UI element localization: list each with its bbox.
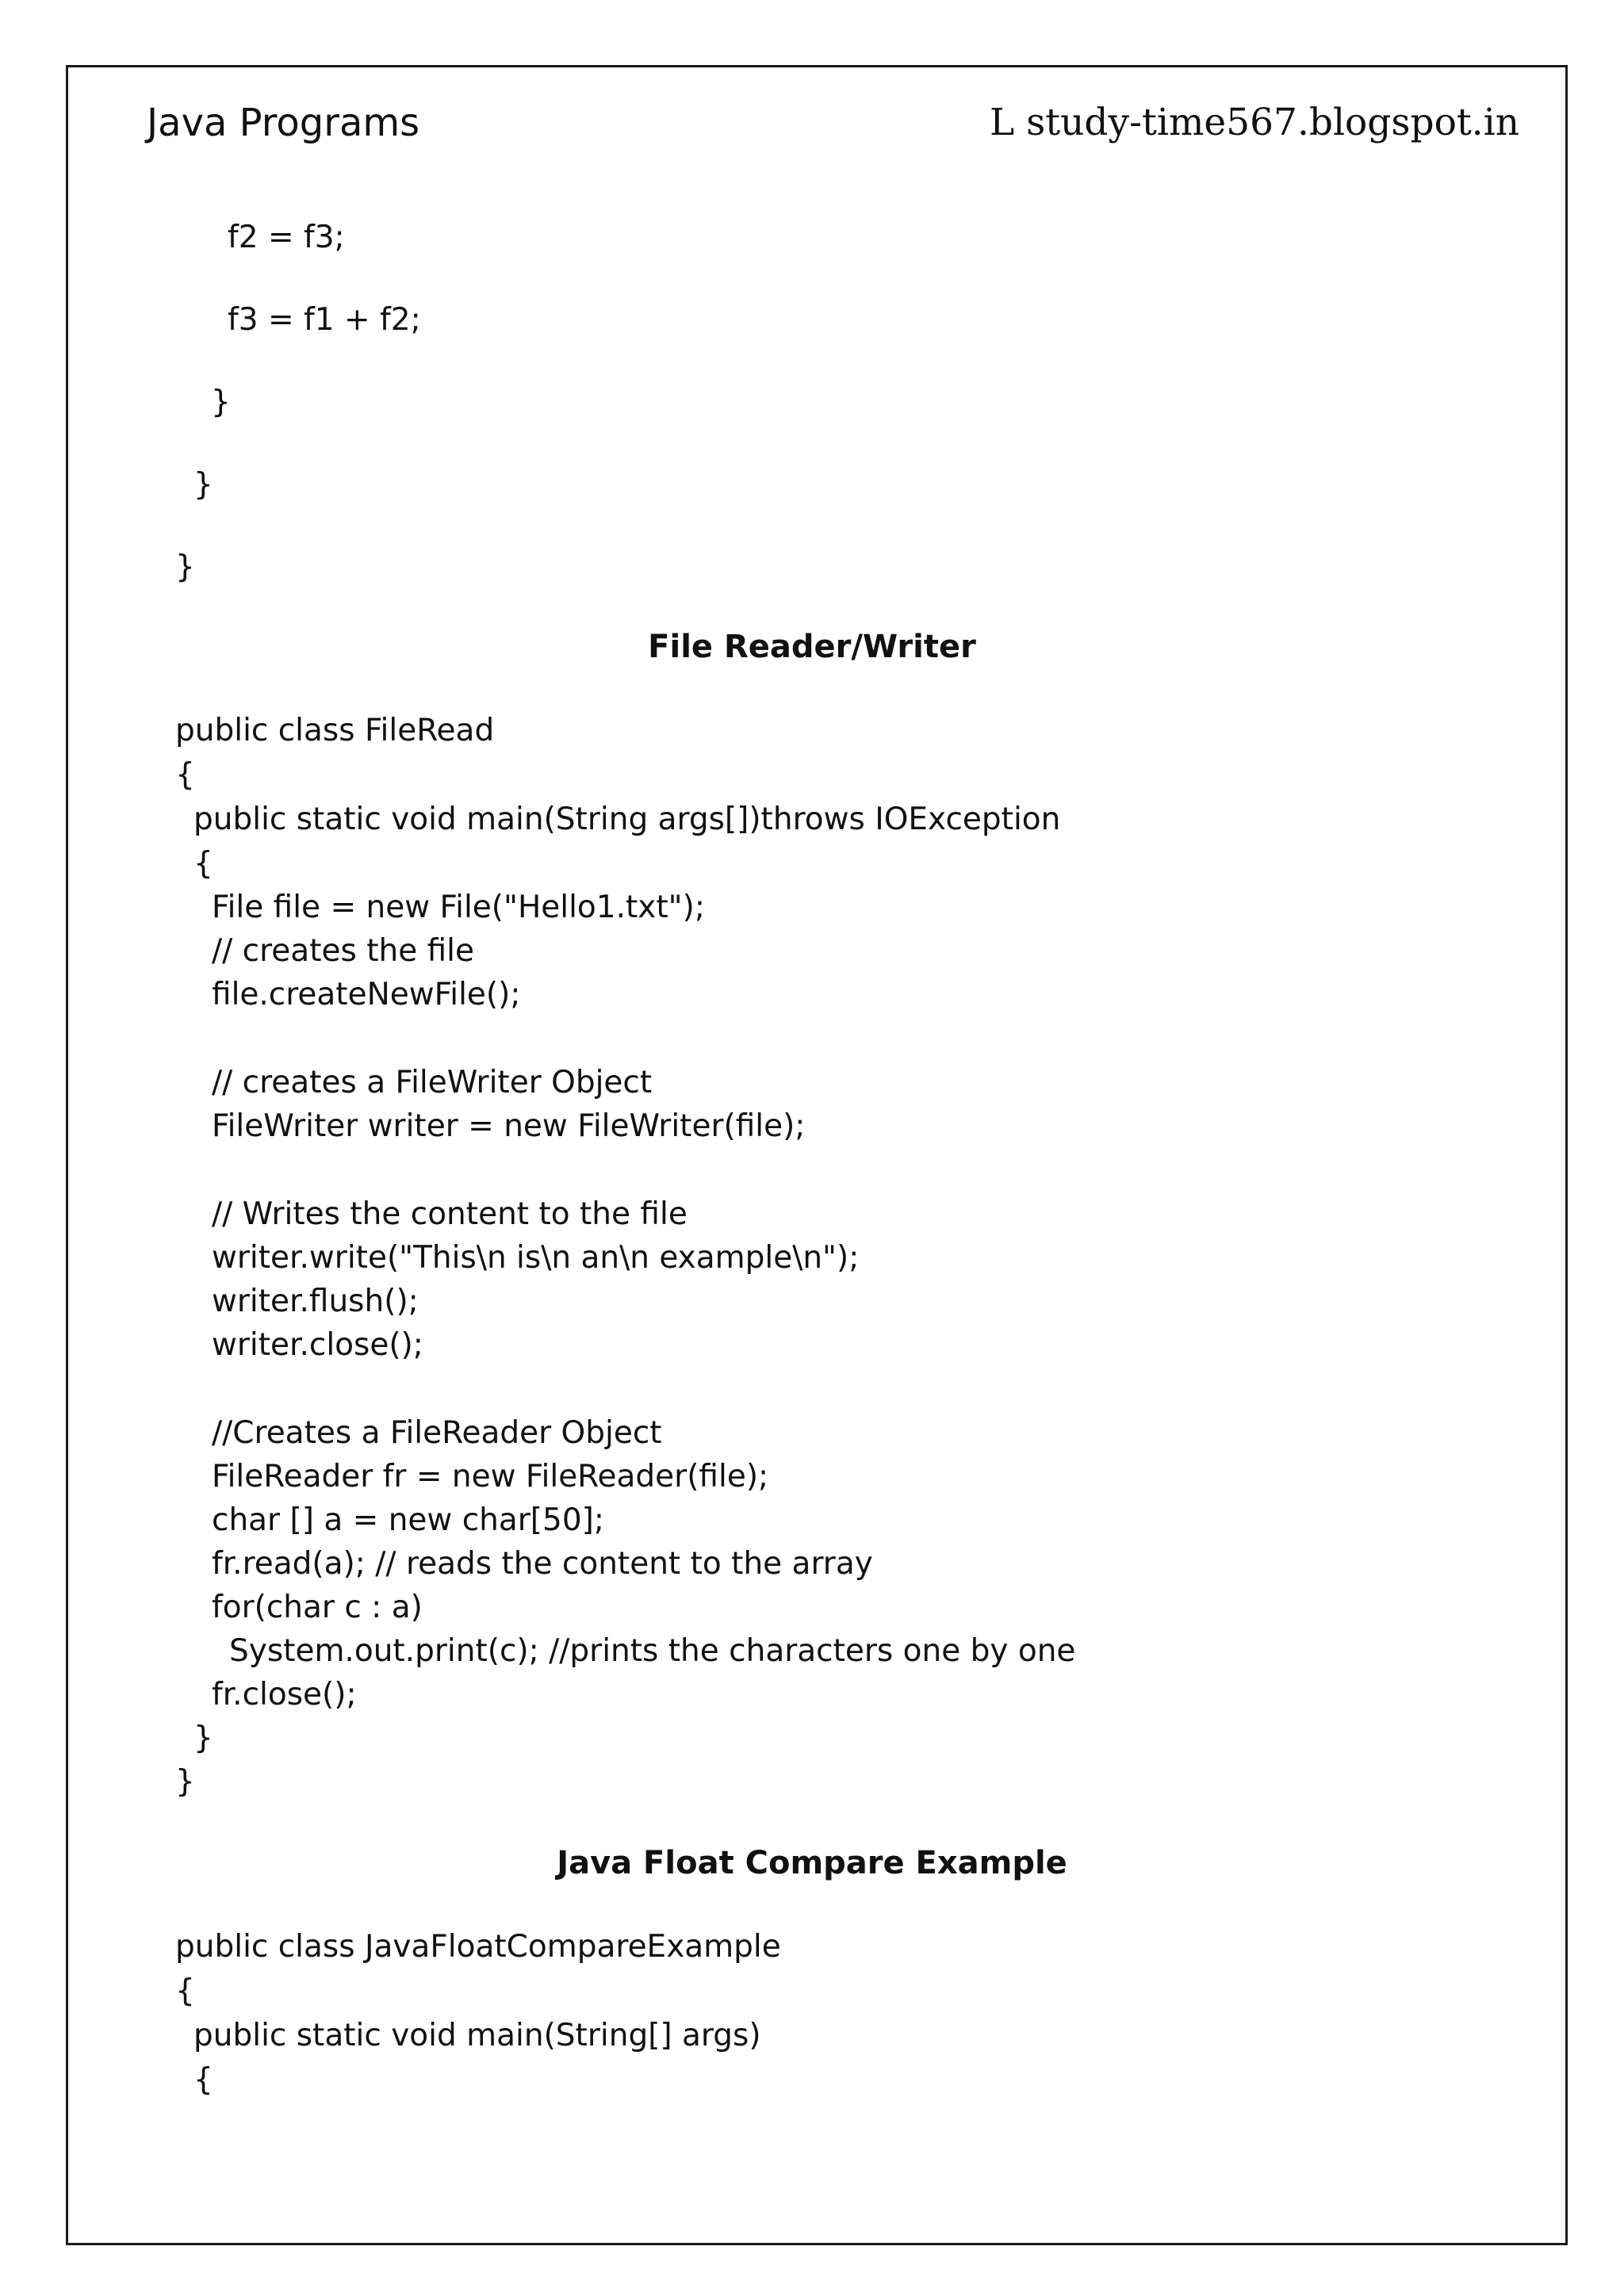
- code-line: public class FileRead: [175, 713, 495, 748]
- code-line: {: [193, 846, 213, 882]
- code-line: public static void main(String[] args): [193, 2018, 761, 2053]
- code-line: f3 = f1 + f2;: [228, 302, 421, 338]
- code-line: public static void main(String args[])throws IOException: [193, 802, 1061, 837]
- code-line: file.createNewFile();: [212, 977, 521, 1012]
- header-site-url: L study-time567.blogspot.in: [990, 101, 1520, 144]
- section-title-file-reader-writer: File Reader/Writer: [648, 629, 976, 665]
- code-line: }: [175, 549, 195, 585]
- code-line: {: [175, 1973, 195, 2009]
- code-line: writer.write("This\n is\n an\n example\n");: [212, 1240, 860, 1276]
- code-line: FileWriter writer = new FileWriter(file);: [212, 1108, 806, 1144]
- section-title-java-float-compare: Java Float Compare Example: [557, 1845, 1067, 1881]
- code-line: }: [175, 1764, 195, 1800]
- code-line: writer.flush();: [212, 1284, 419, 1319]
- code-line: char [] a = new char[50];: [212, 1502, 604, 1538]
- code-line: //Creates a FileReader Object: [212, 1415, 662, 1451]
- page-border: [66, 65, 1568, 2245]
- code-line: FileReader fr = new FileReader(file);: [212, 1459, 769, 1494]
- code-line: }: [193, 1720, 213, 1756]
- code-line: File file = new File("Hello1.txt");: [212, 890, 705, 925]
- code-line: {: [175, 757, 195, 793]
- code-line: // creates a FileWriter Object: [212, 1065, 653, 1100]
- code-line: }: [211, 385, 231, 420]
- code-line: // Writes the content to the file: [212, 1196, 688, 1232]
- code-line: fr.read(a); // reads the content to the array: [212, 1546, 873, 1582]
- code-line: for(char c : a): [212, 1590, 423, 1625]
- code-line: f2 = f3;: [228, 220, 345, 255]
- header-title: Java Programs: [147, 101, 420, 145]
- code-line: System.out.print(c); //prints the characters one by one: [229, 1633, 1076, 1669]
- code-line: }: [193, 467, 213, 503]
- code-line: writer.close();: [212, 1327, 423, 1363]
- code-line: // creates the file: [212, 933, 474, 969]
- code-line: fr.close();: [212, 1677, 357, 1712]
- code-line: public class JavaFloatCompareExample: [175, 1929, 781, 1965]
- code-line: {: [193, 2062, 213, 2098]
